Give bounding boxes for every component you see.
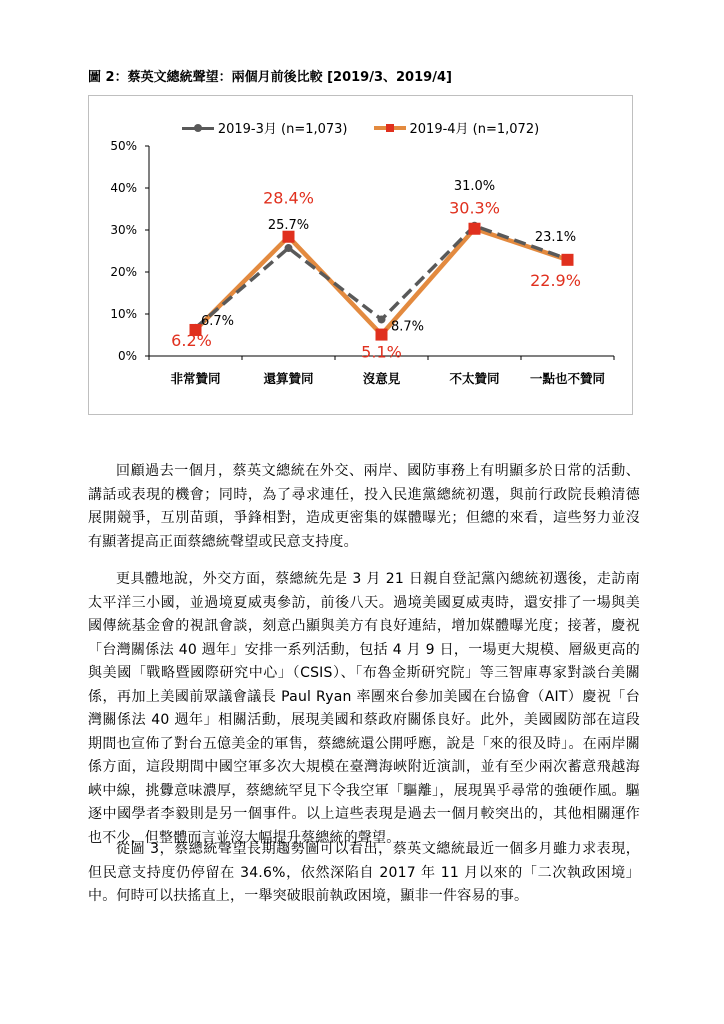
x-tick-label: 還算贊同	[263, 371, 314, 386]
series-march-point	[378, 315, 386, 323]
y-tick-label: 0%	[117, 349, 137, 363]
y-tick-label: 10%	[110, 307, 137, 321]
series-march-data-label: 23.1%	[534, 229, 577, 245]
y-tick-label: 20%	[110, 265, 137, 279]
series-march-data-label: 31.0%	[453, 178, 496, 194]
series-march-data-label: 6.7%	[200, 313, 235, 329]
x-tick-label: 一點也不贊同	[529, 371, 606, 386]
y-tick-label: 40%	[110, 181, 137, 195]
x-tick-label: 不太贊同	[449, 371, 500, 386]
series-march-data-label: 8.7%	[390, 319, 425, 335]
chart-plot	[89, 96, 634, 416]
paragraph-3: 從圖 3，蔡總統聲望長期趨勢圖可以看出，蔡英文總統最近一個多月雖力求表現，但民意支持度仍停留在 34.6%，依然深陷自 2017 年 11 月以來的「二次執政困境」中。何時可以扶搖直上，一舉突破眼前執政困境，顯非一件容易的事。	[88, 841, 640, 904]
paragraph-2: 更具體地說，外交方面，蔡總統先是 3 月 21 日親自登記黨內總統初選後，走訪南太平洋三小國，並過境夏威夷參訪，前後八天。過境美國夏威夷時，還安排了一場與美國傳統基金會的視訊會談，刻意凸顯與美方有良好連結，增加媒體曝光度；接著，慶祝「台灣關係法 40 週年」安排一系列活動，包括 4 月 9 日，一場更大規模、層級更高的與美國「戰略暨國際研究中心」（CSIS）、「布魯金斯研究院」等三智庫專家對談台美關係，再加上美國前眾議會議長 Paul Ryan 率團來台參加美國在台協會（AIT）慶祝「台灣關係法 40 週年」相關活動，展現美國和蔡政府關係良好。此外，美國國防部在這段期間也宣佈了對台五億美金的軍售，蔡總統還公開呼應，說是「來的很及時」。在兩岸關係方面，這段期間中國空軍多次大規模在臺灣海峽附近演訓，並有至少兩次蓄意飛越海峽中線，挑釁意味濃厚，蔡總統罕見下令我空軍「驅離」，展現異乎尋常的強硬作風。驅逐中國學者李毅則是另一個事件。以上這些表現是過去一個月較突出的，其他相關運作也不少，但整體而言並沒大幅提升蔡總統的聲望。	[88, 571, 640, 846]
figure-title: 圖 2：蔡英文總統聲望：兩個月前後比較 [2019/3、2019/4]	[88, 70, 452, 85]
series-april-data-label: 6.2%	[171, 330, 212, 350]
x-tick-label: 非常贊同	[170, 371, 221, 386]
series-march-point	[285, 244, 293, 252]
series-april-data-label: 28.4%	[263, 188, 314, 208]
legend-label-march: 2019-3月 (n=1,073)	[217, 122, 348, 137]
series-april-point	[562, 254, 574, 266]
series-april-data-label: 30.3%	[449, 198, 500, 218]
series-april-point	[376, 329, 388, 341]
paragraph-1: 回顧過去一個月，蔡英文總統在外交、兩岸、國防事務上有明顯多於日常的活動、講話或表現的機會；同時，為了尋求連任，投入民進黨總統初選，與前行政院長賴清德展開競爭，互別苗頭，爭鋒相對，造成更密集的媒體曝光；但總的來看，這些努力並沒有顯著提高正面蔡總統聲望或民意支持度。	[88, 463, 640, 550]
legend-label-april: 2019-4月 (n=1,072)	[409, 122, 540, 137]
series-april-point	[469, 223, 481, 235]
line-chart	[88, 95, 633, 415]
series-april-data-label: 22.9%	[530, 270, 581, 290]
series-april-data-label: 5.1%	[361, 342, 402, 362]
y-tick-label: 30%	[110, 223, 137, 237]
y-tick-label: 50%	[110, 139, 137, 153]
x-tick-label: 沒意見	[362, 371, 401, 386]
series-march-data-label: 25.7%	[267, 218, 310, 234]
